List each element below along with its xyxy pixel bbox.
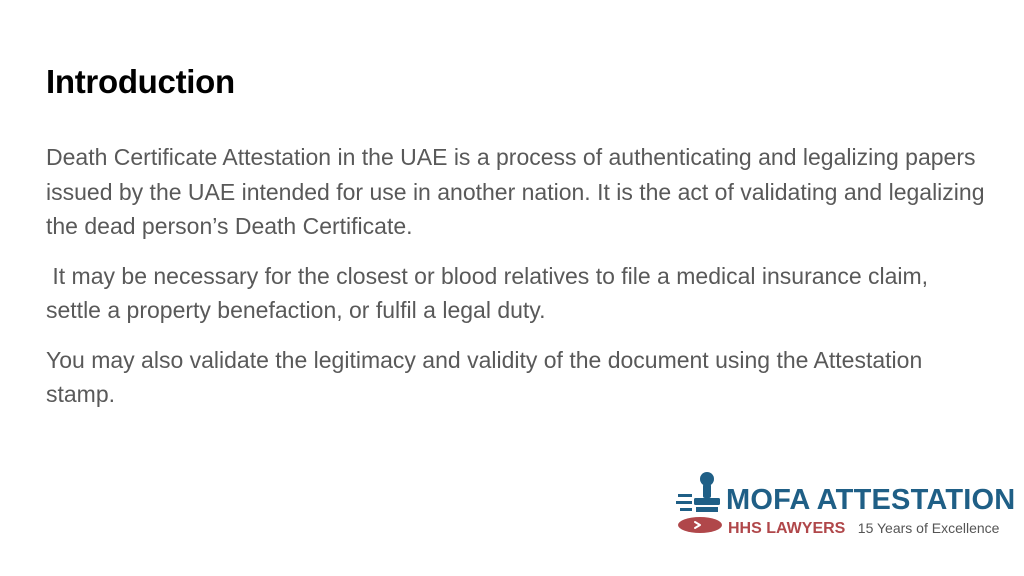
stamp-icon [676,470,724,536]
paragraph-3: You may also validate the legitimacy and validity of the document using the Attestation stamp. [46,346,929,407]
paragraph-1: Death Certificate Attestation in the UAE is a process of authenticating and legalizing papers issued by the UAE intended for use in another nation. It is the act of validating and legalizing the dead person’s Death Certificate. [46,144,991,239]
logo-brand-name: MOFA ATTESTATION [726,484,1016,516]
slide-body [46,140,991,427]
slide-title: Introduction [46,63,235,100]
company-logo [676,470,1016,542]
paragraph-2: It may be necessary for the closest or blood relatives to file a medical insurance claim, settle a property benefaction, or fulfil a legal duty. [46,262,935,323]
logo-subline [728,518,999,539]
logo-firm-name: HHS LAWYERS [728,520,846,537]
logo-tagline: 15 Years of Excellence [857,520,1000,536]
